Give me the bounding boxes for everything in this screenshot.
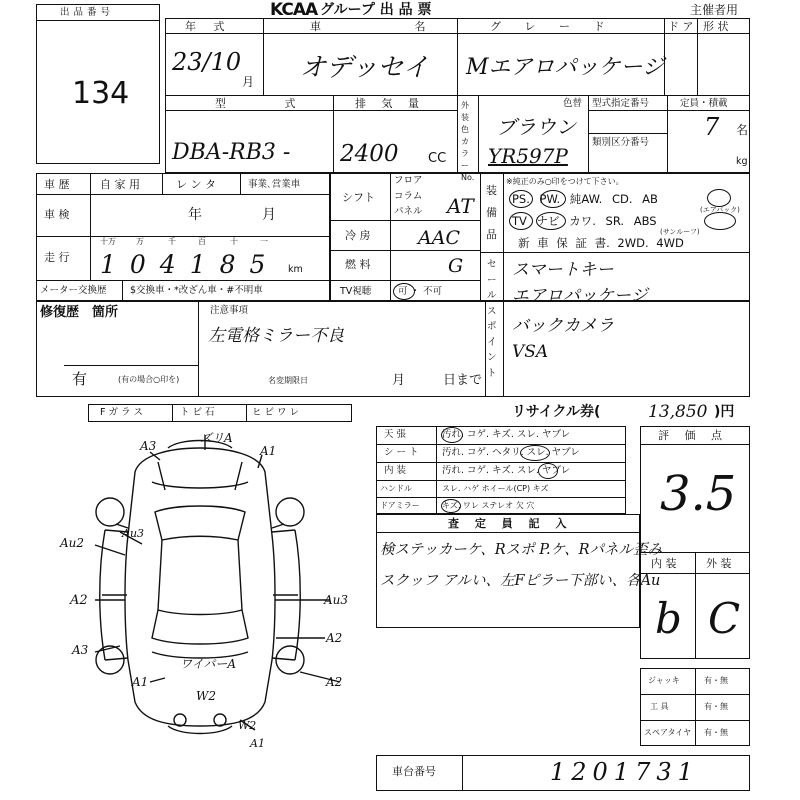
diagram-mark-a3-rear: A3 <box>72 643 89 657</box>
displacement-value: 2400 <box>340 141 399 167</box>
exterior-score-value: C <box>708 594 741 643</box>
meter-change-label: メーター交換歴 <box>40 285 107 296</box>
condition-label-mirror: ドアミラー <box>380 501 420 510</box>
mileage-label: 走 行 <box>44 251 70 264</box>
sales-point-1: スマートキー <box>512 260 614 280</box>
history-option-private[interactable]: 自 家 用 <box>100 178 140 191</box>
shift-option-column[interactable]: コラム <box>394 191 423 202</box>
exterior-color-label: 外装色カラーNo. <box>461 101 475 182</box>
diagram-mark-a1-front: A1 <box>260 444 277 458</box>
model-cert-label: 型式指定番号 <box>592 98 650 109</box>
equipment-line-3: 新 車 保 証 書. 2WD. 4WD <box>518 236 684 250</box>
history-label: 車 歴 <box>44 178 70 191</box>
digit-label-100: 百 <box>198 237 206 246</box>
condition-label-handle: ハンドル <box>380 484 412 493</box>
repair-history-label: 修復歴 箇所 <box>40 305 119 320</box>
repair-has-note: (有の場合○印を) <box>118 375 180 384</box>
kcaa-logo: KCAA <box>270 0 318 20</box>
tool-value-spare: 有・無 <box>704 728 728 737</box>
inspector-line-2: スクッフ アルい、左Fピラー下部い、各Au <box>380 573 661 589</box>
diagram-mark-w2-bottom: W2 <box>238 719 257 732</box>
shift-label: シフト <box>342 191 375 204</box>
condition-text-ceiling: 汚れ. コゲ. キズ. スレ. ヤブレ <box>442 429 571 440</box>
tool-value-tools: 有・無 <box>704 702 728 711</box>
lot-number-value: 134 <box>72 76 130 111</box>
condition-text-mirror: キズ. ワレ ステレオ 欠 穴 <box>442 501 535 510</box>
name-change-label: 名変期限日 <box>268 376 308 385</box>
diagram-mark-w2-right: A2 <box>326 675 343 689</box>
digit-label-1k: 千 <box>168 237 176 246</box>
ac-value: AAC <box>418 227 460 249</box>
chassis-value: 1201731 <box>550 758 699 786</box>
inspector-label: 査 定 員 記 入 <box>448 517 573 530</box>
interior-scratch-circle <box>538 463 558 479</box>
score-label: 評 価 点 <box>658 429 728 442</box>
navi-circle <box>536 212 566 230</box>
equipment-note: ※純正のみ○印をつけて下さい。 <box>506 177 624 186</box>
glass-item-fglass: F ガ ラ ス <box>100 407 144 418</box>
sales-point-4: VSA <box>512 342 549 362</box>
history-table <box>36 173 330 301</box>
tool-value-jack: 有・無 <box>704 676 728 685</box>
fuel-value: G <box>448 255 464 277</box>
meter-change-options: $交換車・*改ざん車・#不明車 <box>130 285 263 296</box>
exterior-score-label: 外 装 <box>706 557 732 570</box>
glass-item-crack: ヒ ビ ワ レ <box>252 407 300 418</box>
digit-label-100k: 十万 <box>100 237 116 246</box>
car-damage-diagram <box>0 420 375 760</box>
inspector-line-1: 検ステッカーケ、Rスポ P.ケ、Rパネル歪み <box>380 542 663 558</box>
interior-score-label: 内 装 <box>651 557 677 570</box>
diagram-mark-a1-left: A1 <box>132 675 149 689</box>
notes-label: 注意事項 <box>210 305 249 316</box>
diagram-mark-a2-right: A2 <box>326 631 343 645</box>
shape-header: 形 状 <box>703 20 729 33</box>
shift-option-floor[interactable]: フロア <box>394 175 423 186</box>
glass-item-chip: ト ビ 石 <box>180 407 215 418</box>
recycle-unit: )円 <box>714 404 735 420</box>
car-name-header: 車 名 <box>310 20 426 33</box>
diagram-mark-au2: Au2 <box>60 536 85 550</box>
shaken-month: 月 <box>262 207 276 223</box>
sales-point-3: バックカメラ <box>512 316 614 336</box>
capacity-value: 7 <box>704 113 720 141</box>
notes-value: 左電格ミラー不良 <box>208 326 344 346</box>
tool-label-tools: 工 具 <box>650 702 669 711</box>
abs-circle <box>704 212 736 230</box>
equipment-line-2: TV ナビ カワ. SR. ABS <box>512 214 657 228</box>
sales-point-label: セールスポイント <box>487 259 497 379</box>
lot-number-label: 出品番号 <box>60 7 115 18</box>
seat-wear-circle <box>520 445 550 461</box>
pw-circle <box>540 190 566 208</box>
diagram-mark-au3-right: Au3 <box>324 593 349 607</box>
name-change-day: 日まで <box>443 373 483 388</box>
diagram-mark-wiper-a: ワイパーA <box>180 657 237 671</box>
tv-label: TV視聴 <box>340 286 372 297</box>
equipment-line-1-note: (エアバック) <box>700 206 740 214</box>
chassis-label: 車台番号 <box>392 765 436 778</box>
diagram-mark-zuri-a: ズリA <box>200 431 233 445</box>
history-option-business[interactable]: 事業､営業車 <box>248 179 301 190</box>
diagram-mark-a3-front: A3 <box>140 439 157 453</box>
shift-option-panel[interactable]: パネル <box>394 206 423 217</box>
equipment-label: 装備品 <box>486 184 497 241</box>
model-type-label: 型 式 <box>215 97 296 110</box>
color-value: ブラウン <box>496 115 576 139</box>
digit-label-1: 一 <box>260 237 268 246</box>
tool-label-spare: スペアタイヤ <box>644 728 692 737</box>
mileage-value: 104185 <box>100 250 280 279</box>
displacement-unit: CC <box>428 151 447 166</box>
recycle-value: 13,850 <box>648 402 708 422</box>
mileage-unit: km <box>288 264 303 275</box>
organizer-label: 主催者用 <box>690 3 739 17</box>
tv-equip-circle <box>509 212 533 230</box>
grade-value: Mエアロパッケージ <box>466 55 665 80</box>
capacity-label: 定員・積載 <box>680 98 728 109</box>
model-type-value: DBA-RB3 - <box>172 140 291 165</box>
ceiling-dirt-circle <box>441 427 463 443</box>
condition-label-seat: シ ー ト <box>384 447 419 458</box>
grade-header: グ レ ー ド <box>490 20 615 33</box>
sheet-title: グループ 出 品 票 <box>320 2 432 18</box>
condition-text-handle: スレ. ハゲ ホイール(CP) キズ <box>442 484 549 493</box>
category-number-label: 類別区分番号 <box>592 137 650 148</box>
color-number-value: YR597P <box>488 144 568 168</box>
repair-has-label[interactable]: 有 <box>72 370 88 388</box>
year-header: 年 式 <box>185 20 232 33</box>
history-option-rental[interactable]: レ ン タ <box>176 178 216 191</box>
fuel-label: 燃 料 <box>345 258 371 271</box>
condition-label-ceiling: 天 張 <box>384 429 407 440</box>
shaken-year: 年 <box>188 207 202 223</box>
interior-score-value: b <box>655 594 682 643</box>
displacement-label: 排 気 量 <box>355 97 425 110</box>
car-name-value: オデッセイ <box>300 53 429 83</box>
weight-unit: kg <box>736 156 748 167</box>
capacity-unit: 名 <box>736 123 749 137</box>
shift-value: AT <box>447 194 474 218</box>
equipment-line-2-note: (サンルーフ) <box>660 228 700 236</box>
digit-label-10: 十 <box>230 237 238 246</box>
diagram-mark-a2-left: A2 <box>70 593 88 608</box>
year-month-suffix: 月 <box>242 75 255 89</box>
diagram-mark-a1-bottom: A1 <box>250 737 265 750</box>
shaken-label: 車 検 <box>44 208 70 221</box>
tv-ok-circle <box>393 283 415 300</box>
color-change-label: 色替 <box>563 98 583 109</box>
name-change-month: 月 <box>392 373 406 388</box>
ab-circle <box>707 189 731 207</box>
diagram-mark-w2-rear: W2 <box>196 689 216 703</box>
digit-label-10k: 万 <box>136 237 144 246</box>
condition-label-interior: 内 装 <box>384 465 407 476</box>
diagram-mark-au3-left: Au3 <box>122 527 145 540</box>
mirror-scratch-circle <box>441 499 461 513</box>
ac-label: 冷 房 <box>345 229 371 242</box>
year-value: 23/10 <box>172 48 242 76</box>
condition-text-seat: 汚れ. コゲ. ヘタリ. スレ. ヤブレ <box>442 447 580 458</box>
ps-circle <box>509 190 533 208</box>
tv-options[interactable]: 可 ・ 不可 <box>398 286 443 297</box>
sales-point-2: エアロパッケージ <box>512 286 648 306</box>
score-value: 3.5 <box>660 466 737 522</box>
tool-label-jack: ジャッキ <box>648 676 680 685</box>
door-header: ド ア <box>668 20 694 33</box>
equipment-line-1: PS. PW. 純AW. CD. AB <box>512 192 658 206</box>
condition-text-interior: 汚れ. コゲ. キズ. スレ. ヤブレ <box>442 465 571 476</box>
recycle-label: リサイクル券( <box>512 404 601 420</box>
